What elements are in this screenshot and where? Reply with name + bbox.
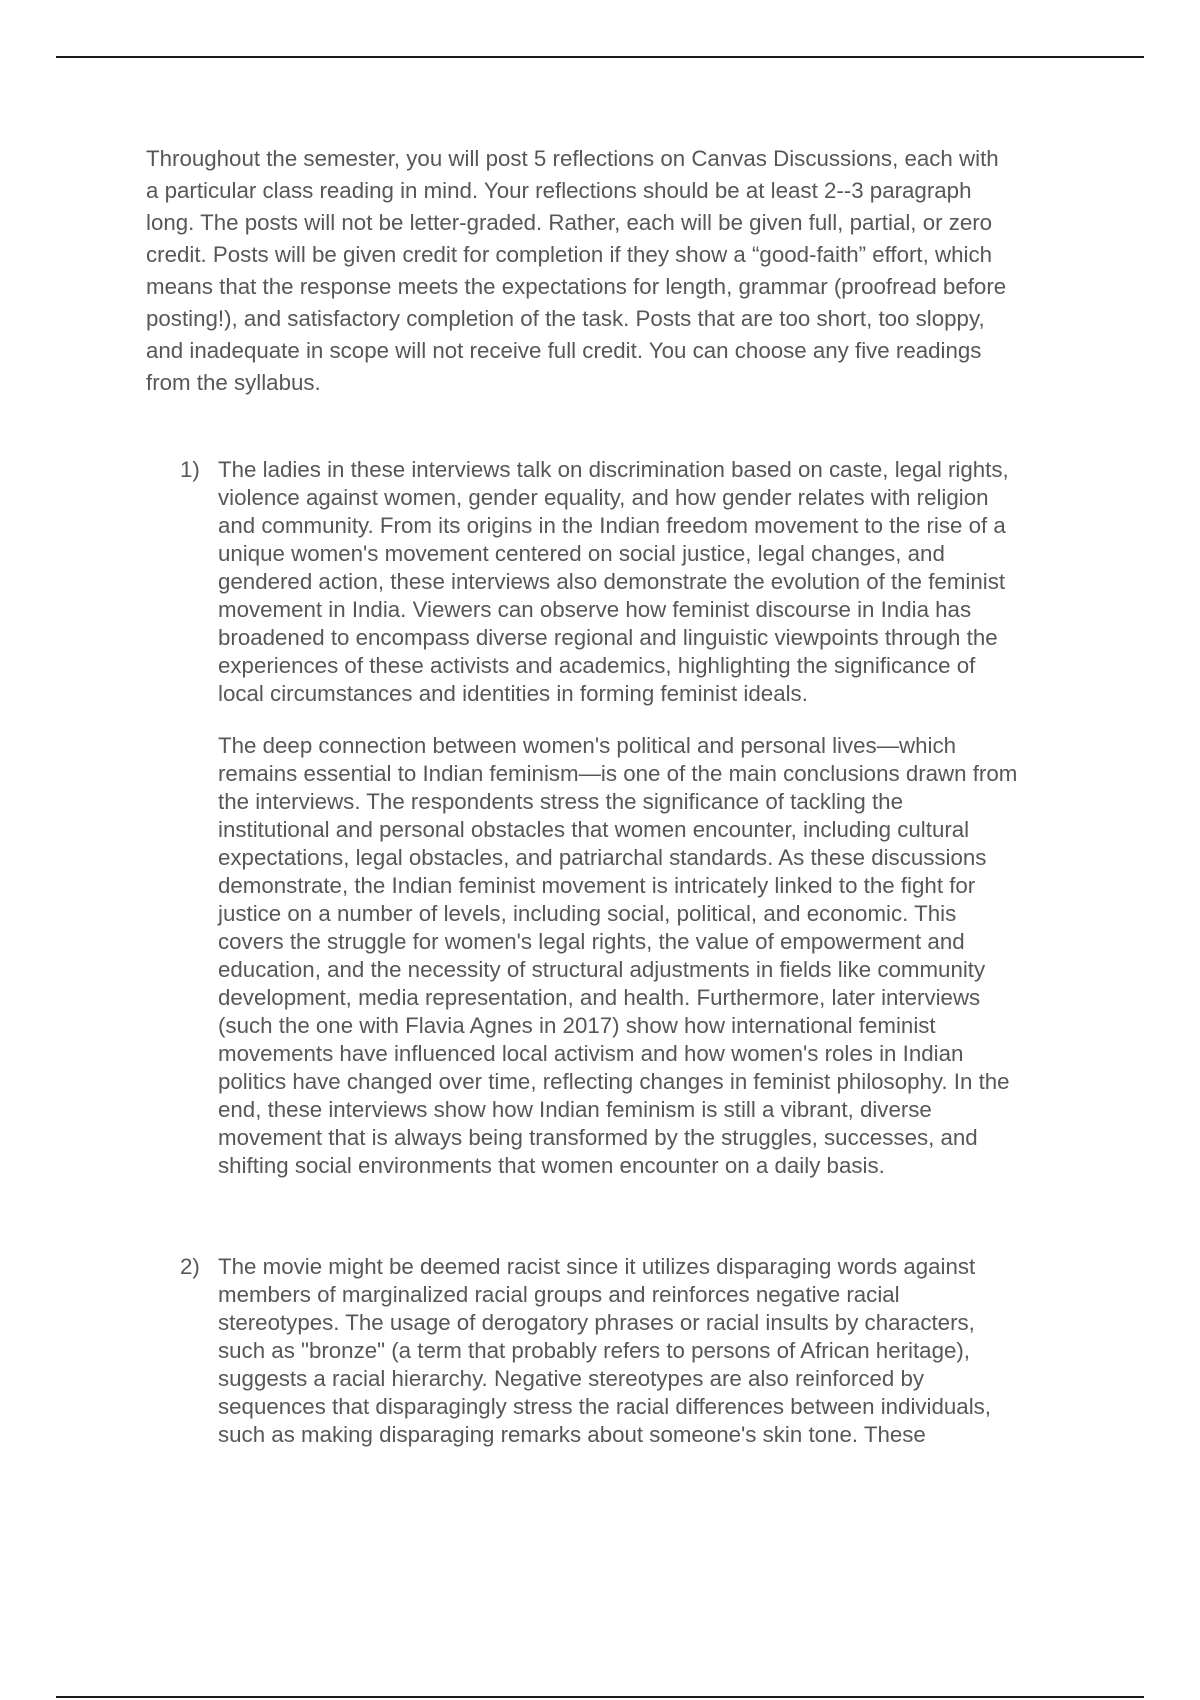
intro-paragraph: Throughout the semester, you will post 5 reflections on Canvas Discussions, each with a particular class reading in mind. Your reflections should be at least 2--3 paragraph long. The posts will not be letter-graded. Rather, each will be given full, partial, or zero credit. Posts will be given credit for completion if they show a “good-faith” effort, which means that the response meets the expectations for length, grammar (proofread before posting!), and satisfactory completion of the task. Posts that are too short, too sloppy, and inadequate in scope will not receive full credit. You can choose any five readings from the syllabus. (146, 146, 1007, 395)
list-item-body (218, 456, 1098, 1180)
list-item-number: 1) (180, 457, 200, 482)
item-2-paragraph-1: The movie might be deemed racist since it utilizes disparaging words against members of marginalized racial groups and reinforces negative racial stereotypes. The usage of derogatory phrases or racial insults by characters, such as "bronze" (a term that probably refers to persons of African heritage), suggests a racial hierarchy. Negative stereotypes are also reinforced by sequences that disparagingly stress the racial differences between individuals, such as making disparaging remarks about someone's skin tone. These (218, 1254, 991, 1447)
item-1-paragraph-1: The ladies in these interviews talk on discrimination based on caste, legal rights, violence against women, gender equality, and how gender relates with religion and community. From its origins in the Indian freedom movement to the rise of a unique women's movement centered on social justice, legal changes, and gendered action, these interviews also demonstrate the evolution of the feminist movement in India. Viewers can observe how feminist discourse in India has broadened to encompass diverse regional and linguistic viewpoints through the experiences of these activists and academics, highlighting the significance of local circumstances and identities in forming feminist ideals. (218, 457, 1009, 706)
list-item-number: 2) (180, 1254, 200, 1279)
list-item-body (218, 1253, 1098, 1449)
top-rule (56, 56, 1144, 58)
item-1-paragraph-2: The deep connection between women's political and personal lives—which remains essential to Indian feminism—is one of the main conclusions drawn from the interviews. The respondents stress the significance of tackling the institutional and personal obstacles that women encounter, including cultural expectations, legal obstacles, and patriarchal standards. As these discussions demonstrate, the Indian feminist movement is intricately linked to the fight for justice on a number of levels, including social, political, and economic. This covers the struggle for women's legal rights, the value of empowerment and education, and the necessity of structural adjustments in fields like community development, media representation, and health. Furthermore, later interviews (such the one with Flavia Agnes in 2017) show how international feminist movements have influenced local activism and how women's roles in Indian politics have changed over time, reflecting changes in feminist philosophy. In the end, these interviews show how Indian feminism is still a vibrant, diverse movement that is always being transformed by the struggles, successes, and shifting social environments that women encounter on a daily basis. (218, 733, 1018, 1178)
bottom-rule (56, 1696, 1144, 1698)
